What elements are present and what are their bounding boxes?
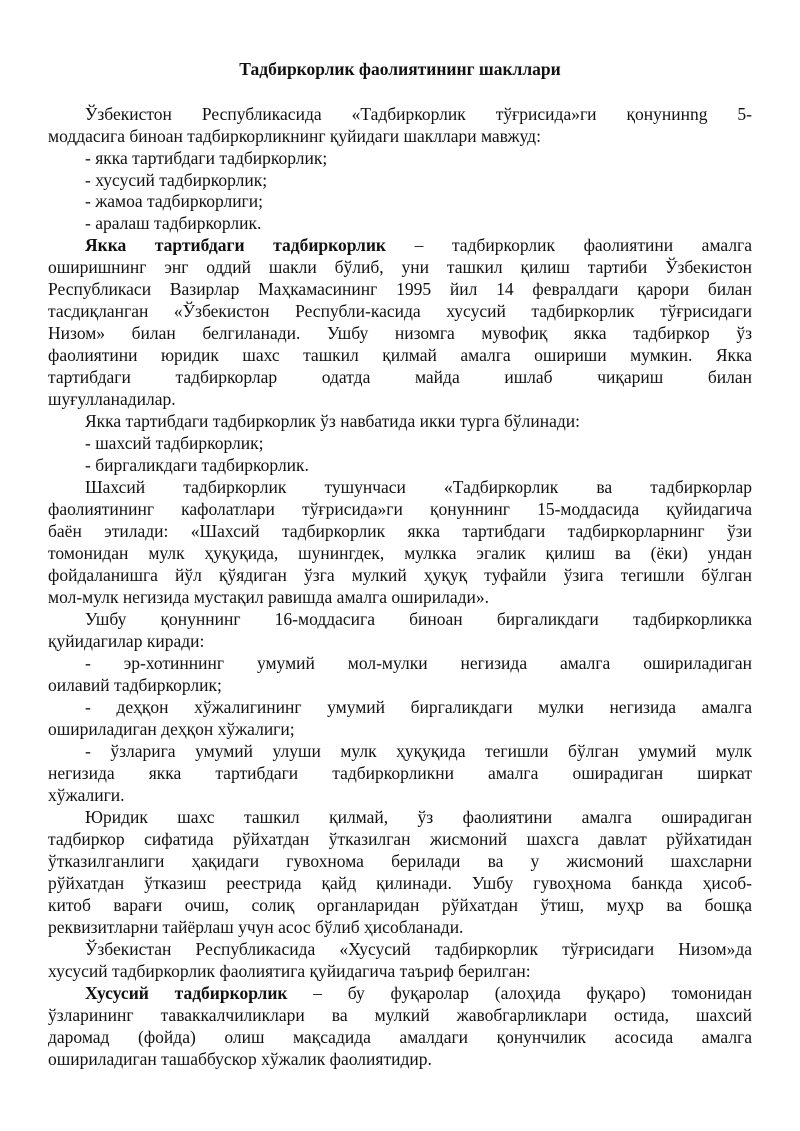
paragraph-line: томонидан мулк ҳуқуқида, шунингдек, мулкка эгалик қилиш ва (ёки) ундан xyxy=(48,543,752,563)
paragraph-line: хусусий тадбиркорлик фаолиятига қуйидагича таъриф берилган: xyxy=(48,961,531,981)
paragraph-line: фойдаланишга йўл қўядиган ўзга мулкий ҳуқуқ туфайли ўзига тегишли бўлган xyxy=(48,565,752,585)
paragraph-line: Якка тартибдаги тадбиркорлик ўз навбатида икки турга бўлинади: xyxy=(85,411,581,431)
list-item: - аралаш тадбиркорлик. xyxy=(85,213,262,233)
paragraph-line: мол-мулк негизида мустақил равишда амалга оширилади». xyxy=(48,587,489,607)
paragraph-line: даромад (фойда) олиш мақсадида амалдаги қонунчилик асосида амалга xyxy=(48,1027,752,1047)
list-item: - биргаликдаги тадбиркорлик. xyxy=(85,455,309,475)
paragraph-line: ошириладиган ташаббускор хўжалик фаолиятидир. xyxy=(48,1049,432,1069)
list-item: ошириладиган деҳқон хўжалиги; xyxy=(48,719,295,739)
paragraph-line xyxy=(85,234,752,256)
paragraph-text: – бу фуқаролар (алоҳида фуқаро) томонидан xyxy=(313,983,753,1003)
paragraph-line: Республикаси Вазирлар Маҳкамасининг 1995 йил 14 февралдаги қарори билан xyxy=(48,279,752,299)
bold-term: Якка тартибдаги тадбиркорлик xyxy=(85,235,387,255)
paragraph-line xyxy=(85,982,752,1004)
list-item: - шахсий тадбиркорлик; xyxy=(85,433,264,453)
paragraph-line: тадбиркор сифатида рўйхатдан ўтказилган жисмоний шахсга давлат рўйхатидан xyxy=(48,829,752,849)
paragraph-line: Ўзбекистон Республикасида «Тадбиркорлик тўғрисида»ги қонунинng 5- xyxy=(85,104,752,124)
paragraph-line: Ушбу қонуннинг 16-моддасига биноан биргаликдаги тадбиркорликка xyxy=(85,609,752,629)
paragraph-line: реквизитларни тайёрлаш учун асос бўлиб ҳисобланади. xyxy=(48,917,464,937)
paragraph-line: ўтказилганлиги ҳақидаги гувохнома берилади ва у жисмоний шахсларни xyxy=(48,851,752,871)
list-item: - якка тартибдаги тадбиркорлик; xyxy=(85,148,328,168)
paragraph-line: рўйхатдан ўтказиш реестрида қайд қилинади. Ушбу гувоҳнома банкда ҳисоб- xyxy=(48,873,752,893)
paragraph-line: Ўзбекистан Республикасида «Хусусий тадбиркорлик тўғрисидаги Низом»да xyxy=(85,939,752,959)
paragraph-line: ўзларининг таваккалчиликлари ва мулкий жавобгарликлари остида, шахсий xyxy=(48,1005,752,1025)
paragraph-line: фаолиятининг кафолатлари тўғрисида»ги қонуннинг 15-моддасида қуйидагича xyxy=(48,499,752,519)
paragraph-line: оширишнинг энг оддий шакли бўлиб, уни ташкил қилиш тартиби Ўзбекистон xyxy=(48,257,752,277)
paragraph-line: баён этилади: «Шахсий тадбиркорлик якка тартибдаги тадбиркорларнинг ўзи xyxy=(48,521,752,541)
paragraph-line: тасдиқланган «Ўзбекистон Республи-касида хусусий тадбиркорлик тўғрисидаги xyxy=(48,301,752,321)
list-item: - эр-хотиннинг умумий мол-мулки негизида амалга ошириладиган xyxy=(85,653,752,673)
bold-term: Хусусий тадбиркорлик xyxy=(85,983,288,1003)
paragraph-line: фаолиятини юридик шахс ташкил қилмай амалга ошириши мумкин. Якка xyxy=(48,345,752,365)
paragraph-line: китоб варағи очиш, солиқ органларидан рўйхатдан ўтиш, муҳр ва бошқа xyxy=(48,895,752,915)
paragraph-line: тартибдаги тадбиркорлар одатда майда ишлаб чиқариш билан xyxy=(48,367,752,387)
paragraph-line: Шахсий тадбиркорлик тушунчаси «Тадбиркорлик ва тадбиркорлар xyxy=(85,477,752,497)
list-item: - хусусий тадбиркорлик; xyxy=(85,170,268,190)
list-item: - деҳқон хўжалигининг умумий биргаликдаги мулки негизида амалга xyxy=(85,697,752,717)
paragraph-line: шуғулланадилар. xyxy=(48,389,176,409)
list-item: негизида якка тартибдаги тадбиркорликни амалга оширадиган ширкат xyxy=(48,763,752,783)
paragraph-line: Юридик шахс ташкил қилмай, ўз фаолиятини амалга оширадиган xyxy=(85,807,752,827)
paragraph-text: – тадбиркорлик фаолиятини амалга xyxy=(414,235,752,255)
paragraph-line: Низом» билан белгиланади. Ушбу низомга мувофиқ якка тадбиркор ўз xyxy=(48,323,752,343)
paragraph-line: моддасига биноан тадбиркорликнинг қуйидаги шакллари мавжуд: xyxy=(48,126,541,146)
list-item: оилавий тадбиркорлик; xyxy=(48,675,222,695)
list-item: хўжалиги. xyxy=(48,785,125,805)
document-title: Тадбиркорлик фаолиятининг шакллари xyxy=(239,59,561,79)
list-item: - жамоа тадбиркорлиги; xyxy=(85,191,263,211)
list-item: - ўзларига умумий улуши мулк ҳуқуқида тегишли бўлган умумий мулк xyxy=(85,741,752,761)
paragraph-line: қуйидагилар киради: xyxy=(48,631,205,651)
